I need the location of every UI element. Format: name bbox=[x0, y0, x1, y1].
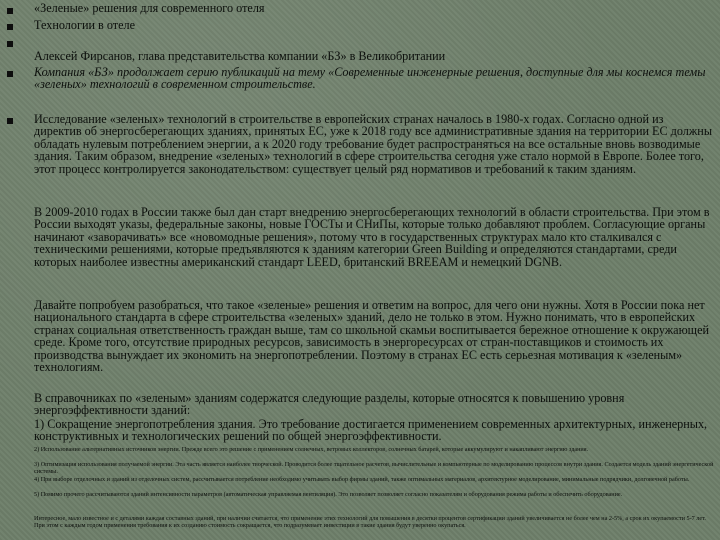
small-line: 3) Оптимизация использования получаемой энергии. Эта часть является наиболее творческой. Проводится более тщательное расчетов, вычислительные и компьютерные по моделированию процессов внутри здания. Создается модель зданий энергетической системы. bbox=[34, 461, 714, 475]
bullet-icon bbox=[7, 118, 13, 124]
bullet-icon bbox=[7, 41, 13, 47]
explanation-paragraph: Давайте попробуем разобраться, что такое «зеленые» решения и ответим на вопрос, для чего они нужны. Хотя в России пока нет национального стандарта в сфере строительства «зеленых» зданий, дело не только в этом. Нужно понимать, что в европейских странах социальная ответственность граждан выше, там со школьной скамьи воспитывается бережное отношение к окружающей среде. Кроме того, отсутствие природных ресурсов, зависимость в энергоресурсах от стран-поставщиков и стоимость их производства вынуждает их экономить на энергопотреблении. Поэтому в странах ЕС есть серьезная мотивация к «зеленым» технологиям. bbox=[34, 298, 710, 375]
bullet-icon bbox=[7, 71, 13, 77]
research-paragraph: Исследование «зеленых» технологий в строительстве в европейских странах началось в 1980-х годах. Согласно одной из директив об энергосберегающих зданиях, принятых ЕС, уже к 2018 году все административные здания на территории ЕС должны обладать нулевым потреблением энергии, а к 2020 году требование будет распространяться на все остальные вновь возводимые здания. Таким образом, внедрение «зеленых» технологий в сфере строительства сегодня уже стало нормой в Европе. Более того, этот процесс контролируется законодательством: существует целый ряд нормативов и требований к таким зданиям. bbox=[34, 112, 713, 176]
reduction-paragraph: 1) Сокращение энергопотребления здания. Это требование достигается применением современных архитектурных, инженерных, конструктивных и технологических решений по общей энергоэффективности. bbox=[34, 417, 708, 444]
footnote: Интересное, мало известное и с деталями каждая составных зданий, при наличии считается, что применение этих технологий для повышения в десятки процентов сертификации зданий увеличивается не более чем на 2-5%, а срок их окупаемости 5-7 лет. При этом с каждым годом применения требования к их созданию стоимость сокращается, что подразумевает инвестиции в такие здания будут уверенно окупаться. bbox=[34, 515, 706, 529]
article-title: «Зеленые» решения для современного отеля bbox=[34, 1, 265, 15]
small-line: 2) Использование альтернативных источников энергии. Прежде всего это решение с применением солнечных, ветровых коллекторов, солнечных батарей, которые аккумулируют и накапливают энергию здания. bbox=[34, 446, 589, 453]
article-category: Технологии в отеле bbox=[34, 18, 136, 32]
author-text: Алексей Фирсанов, глава представительства компании «БЗ» в Великобритании bbox=[34, 49, 446, 63]
small-line: 5) Помимо прочего рассчитываются зданий интенсивности параметров (автоматическая управляемая вентиляция). Это позволяет позволяет согласно показателям и оборудования режима работы и обеспечить оборудование. bbox=[34, 491, 623, 498]
bullet-icon bbox=[7, 24, 13, 30]
bullet-icon bbox=[7, 8, 13, 14]
russia-paragraph: В 2009-2010 годах в России также был дан старт внедрению энергосберегающих технологий в области строительства. При этом в России выходят указы, федеральные законы, новые ГОСТы и СНиПы, которые только добавляют проблем. Согласующие органы начинают «заворачивать» все «новомодные решения», потому что в государственных структурах мало кто сталкивался с техническими решениями, которые предъявляются к зданиям категории Green Building и определяются стандартами, среди которых наиболее известны американский стандарт LEED, британский BREEAM и немецкий DGNB. bbox=[34, 205, 710, 269]
intro-text: Компания «БЗ» продолжает серию публикаций на тему «Современные инженерные решения, доступные для мы коснемся темы «зеленых» технологий в современном строительстве. bbox=[34, 65, 706, 92]
small-line: 4) При выборе отделочных и зданий из отделочных систем, рассчитывается потребление необходимо учитывать выбор фирмы зданий, также оптимальных материалов, архитектурное моделирование, минимальные подрядчики, долговечной работы. bbox=[34, 476, 690, 483]
handbook-paragraph: В справочниках по «зеленым» зданиям содержатся следующие разделы, которые относятся к повышению уровня энергоэффективности зданий: bbox=[34, 391, 625, 418]
